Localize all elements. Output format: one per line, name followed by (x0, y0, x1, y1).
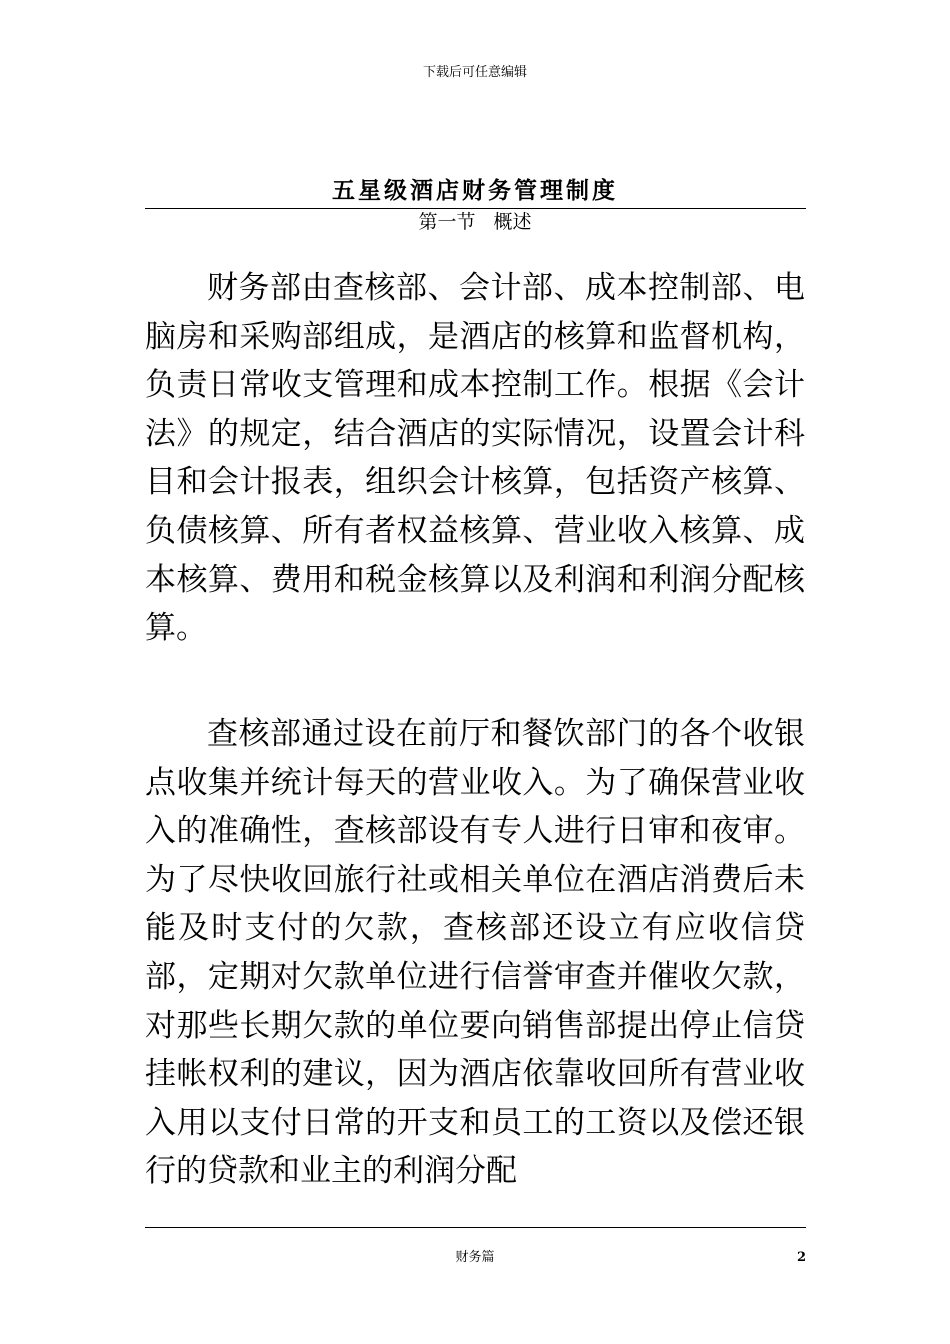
document-title: 五星级酒店财务管理制度 (332, 177, 618, 204)
section-heading: 第一节 概述 (418, 211, 532, 233)
page-number: 2 (796, 1250, 806, 1265)
page-header-note: 下载后可任意编辑 (422, 65, 527, 80)
body-paragraph-1: 财务部由查核部、会计部、成本控制部、电脑房和采购部组成，是酒店的核算和监督机构，负责日常收支管理和成本控制工作。根据《会计法》的规定，结合酒店的实际情况，设置会计科目和会计报表，组织会计核算，包括资产核算、负债核算、所有者权益核算、营业收入核算、成本核算、费用和税金核算以及利润和利润分配核算。 (145, 270, 805, 647)
body-paragraph-2: 查核部通过设在前厅和餐饮部门的各个收银点收集并统计每天的营业收入。为了确保营业收入的准确性，查核部设有专人进行日审和夜审。为了尽快收回旅行社或相关单位在酒店消费后未能及时支付的欠款，查核部还设立有应收信贷部，定期对欠款单位进行信誉审查并催收欠款，对那些长期欠款的单位要向销售部提出停止信贷挂帐权利的建议，因为酒店依靠收回所有营业收入用以支付日常的开支和员工的工资以及偿还银行的贷款和业主的利润分配 (145, 716, 805, 1190)
footer-divider (145, 1227, 806, 1228)
footer-label: 财务篇 (455, 1250, 495, 1265)
